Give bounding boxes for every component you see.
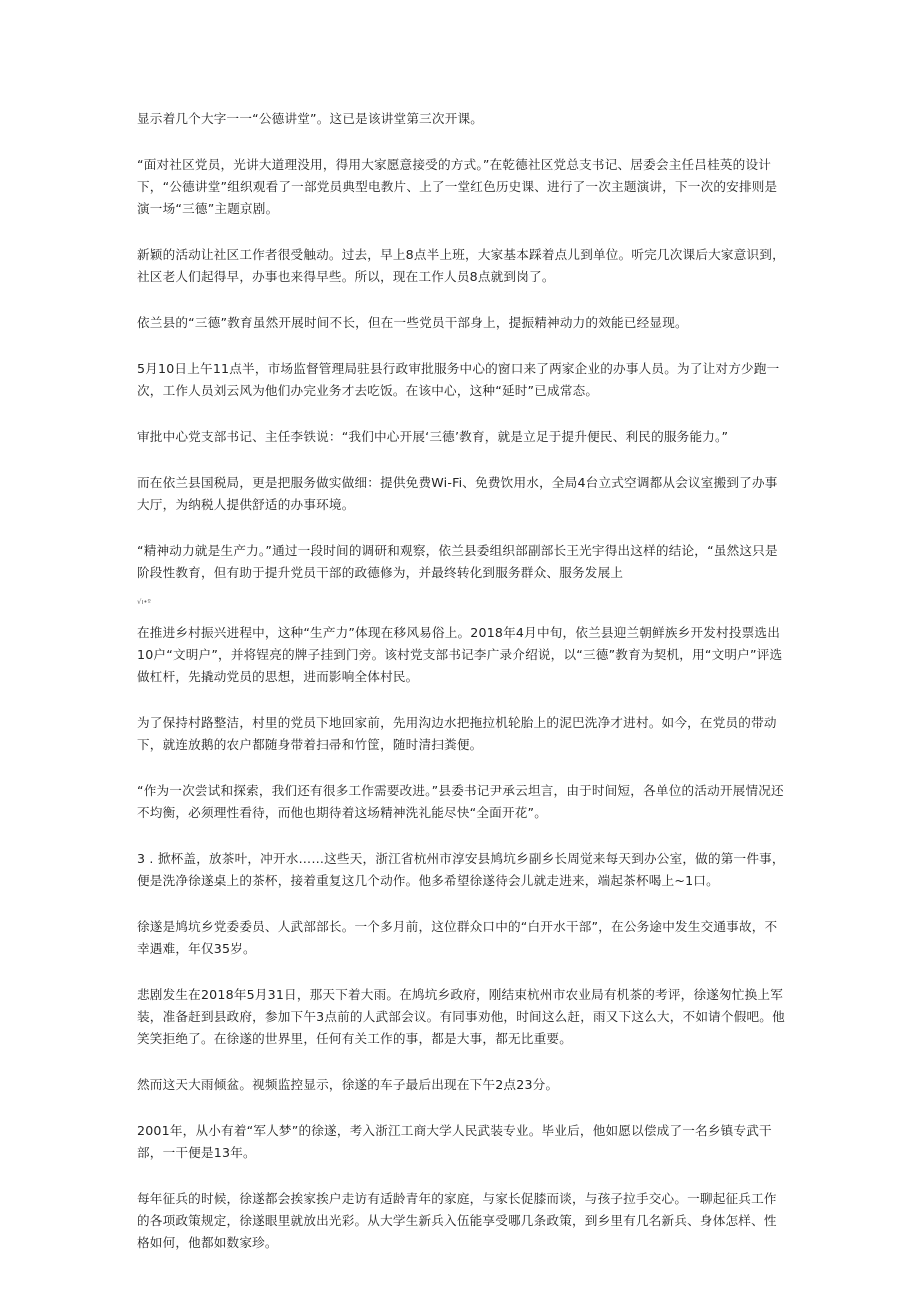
paragraph: “面对社区党员，光讲大道理没用，得用大家愿意接受的方式。”在乾德社区党总支书记、居委会主任吕桂英的设计下，“公德讲堂”组织观看了一部党员典型电教片、上了一堂红色历史课、进行了一次主题演讲，下一次的安排则是演一场“三德”主题京剧。 xyxy=(137,157,778,216)
document-page xyxy=(137,108,787,1278)
paragraph: 每年征兵的时候，徐遂都会挨家挨户走访有适龄青年的家庭，与家长促膝而谈，与孩子拉手交心。一聊起征兵工作的各项政策规定，徐遂眼里就放出光彩。从大学生新兵入伍能享受哪几条政策，到乡里有几名新兵、身体怎样、性格如何，他都如数家珍。 xyxy=(137,1191,777,1250)
paragraph: 审批中心党支部书记、主任李铁说：“我们中心开展‘三德’教育，就是立足于提升便民、利民的服务能力。” xyxy=(137,429,729,444)
paragraph: 然而这天大雨倾盆。视频监控显示，徐遂的车子最后出现在下午2点23分。 xyxy=(137,1077,559,1092)
paragraph: 在推进乡村振兴进程中，这种“生产力”体现在移风易俗上。2018年4月中旬，依兰县迎兰朝鲜族乡开发村投票选出10户“文明户”，并将锃亮的牌子挂到门旁。该村党支部书记李广录介绍说，以“三德”教育为契机，用“文明户”评选做杠杆，先撬动党员的思想，进而影响全体村民。 xyxy=(137,625,783,684)
paragraph: 为了保持村路整洁，村里的党员下地回家前，先用沟边水把拖拉机轮胎上的泥巴洗净才进村。如今，在党员的带动下，就连放鹅的农户都随身带着扫帚和竹筐，随时清扫粪便。 xyxy=(137,715,777,752)
paragraph: 悲剧发生在2018年5月31日，那天下着大雨。在鸠坑乡政府，刚结束杭州市农业局有机茶的考评，徐遂匆忙换上军装，准备赶到县政府，参加下午3点前的人武部会议。有同事劝他，时间这么赶，雨又下这么大，不如请个假吧。他笑笑拒绝了。在徐遂的世界里，任何有关工作的事，都是大事，都无比重要。 xyxy=(137,987,785,1046)
paragraph: 3 . 掀杯盖，放茶叶，冲开水……这些天，浙江省杭州市淳安县鸠坑乡副乡长周觉来每天到办公室，做的第一件事，便是洗净徐遂桌上的茶杯，接着重复这几个动作。他多希望徐遂待会儿就走进来，端起茶杯喝上~1口。 xyxy=(137,851,785,888)
paragraph: 依兰县的“三德”教育虽然开展时间不长，但在一些党员干部身上，提振精神动力的效能已经显现。 xyxy=(137,315,688,330)
paragraph: 5月10日上午11点半，市场监督管理局驻县行政审批服务中心的窗口来了两家企业的办事人员。为了让对方少跑一次，工作人员刘云风为他们办完业务才去吃饭。在该中心，这种“延时”已成常态。 xyxy=(137,361,780,398)
paragraph: 新颖的活动让社区工作者很受触动。过去，早上8点半上班，大家基本踩着点儿到单位。听完几次课后大家意识到，社区老人们起得早，办事也来得早些。所以，现在工作人员8点就到岗了。 xyxy=(137,247,785,284)
paragraph: 而在依兰县国税局，更是把服务做实做细：提供免费Wi-Fi、免费饮用水，全局4台立式空调都从会议室搬到了办事大厅，为纳税人提供舒适的办事环境。 xyxy=(137,475,778,512)
paragraph: 2001年，从小有着“军人梦”的徐遂，考入浙江工商大学人民武装专业。毕业后，他如愿以偿成了一名乡镇专武干部，一干便是13年。 xyxy=(137,1123,772,1160)
paragraph: “精神动力就是生产力。”通过一段时间的调研和观察，依兰县委组织部副部长王光宇得出这样的结论，“虽然这只是阶段性教育，但有助于提升党员干部的政德修为，并最终转化到服务群众、服务发展上 xyxy=(137,543,778,580)
paragraph: 徐遂是鸠坑乡党委委员、人武部部长。一个多月前，这位群众口中的“白开水干部”，在公务途中发生交通事故，不幸遇难，年仅35岁。 xyxy=(137,919,778,956)
paragraph: 显示着几个大字一一“公德讲堂”。这已是该讲堂第三次开课。 xyxy=(137,111,484,126)
stray-mark: √ı•º xyxy=(137,598,151,606)
paragraph: “作为一次尝试和探索，我们还有很多工作需要改进。”县委书记尹承云坦言，由于时间短，各单位的活动开展情况还不均衡，必须理性看待，而他也期待着这场精神洗礼能尽快“全面开花”。 xyxy=(137,783,784,820)
